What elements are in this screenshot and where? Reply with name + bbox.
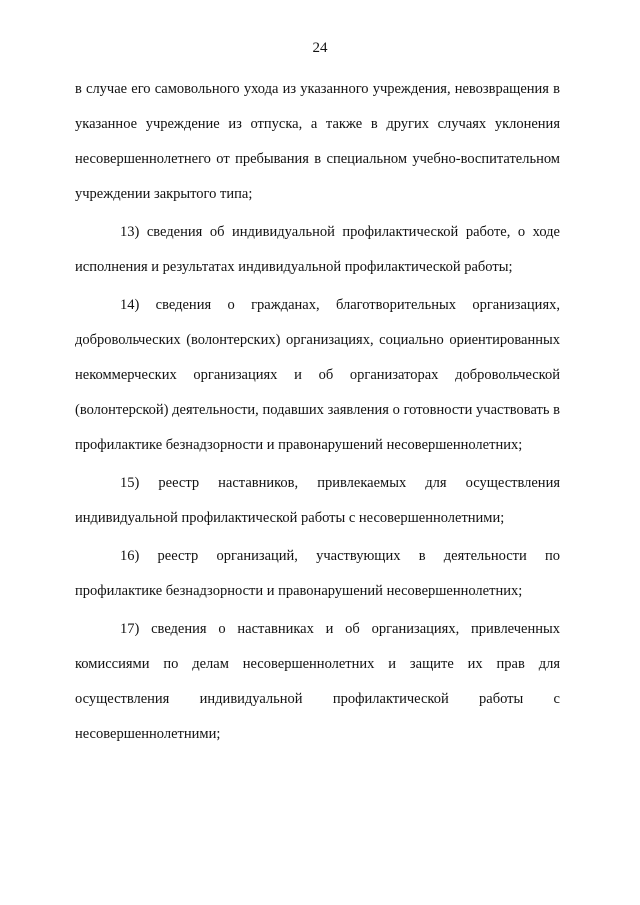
paragraph-continuation: в случае его самовольного ухода из указанного учреждения, невозвращения в указанное учреждение из отпуска, а также в других случаях уклонения несовершеннолетнего от пребывания в специальном учебно-воспитательном учреждении закрытого типа; [75,81,560,202]
paragraph-item-15: 15) реестр наставников, привлекаемых для осуществления индивидуальной профилактической работы с несовершеннолетними; [75,475,560,526]
paragraph-item-16: 16) реестр организаций, участвующих в деятельности по профилактике безнадзорности и правонарушений несовершеннолетних; [75,548,560,599]
page-number: 24 [312,40,328,56]
paragraph-item-14: 14) сведения о гражданах, благотворительных организациях, добровольческих (волонтерских) организациях, социально ориентированных некоммерческих организациях и об организаторах добровольческой (волонтерской) деятельности, подавших заявления о готовности участвовать в профилактике безнадзорности и правонарушений несовершеннолетних; [75,297,560,453]
paragraph-item-13: 13) сведения об индивидуальной профилактической работе, о ходе исполнения и результатах индивидуальной профилактической работы; [75,224,560,275]
paragraph-item-17: 17) сведения о наставниках и об организациях, привлеченных комиссиями по делам несовершеннолетних и защите их прав для осуществления индивидуальной профилактической работы с несовершеннолетними; [75,621,560,742]
document-body [75,72,560,752]
